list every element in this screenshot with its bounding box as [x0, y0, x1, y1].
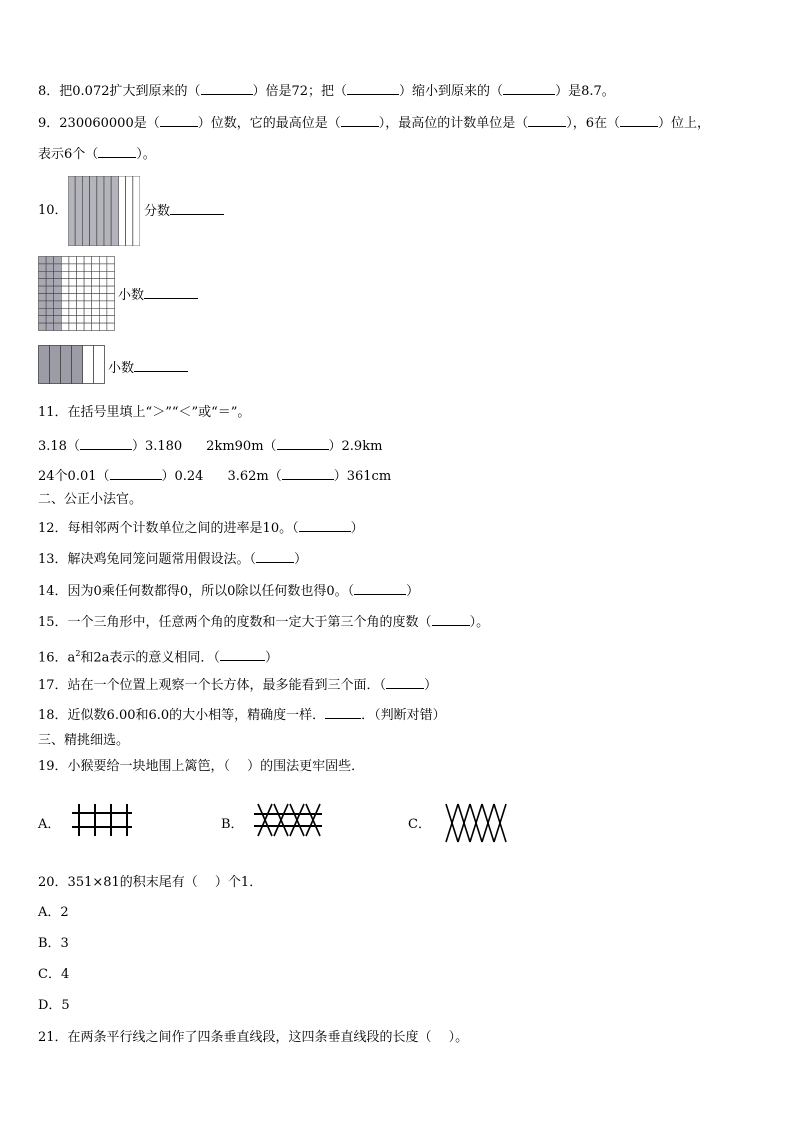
question-19: 19．小猴要给一块地围上篱笆，（ ）的围法更牢固些． [38, 759, 365, 774]
grid-cell [92, 294, 100, 301]
answer-blank[interactable] [528, 114, 566, 127]
grid-cell [54, 286, 62, 293]
answer-blank[interactable] [80, 437, 132, 450]
answer-blank[interactable] [220, 648, 265, 661]
fence-option-a-figure [72, 802, 132, 838]
question-17: 17．站在一个位置上观察一个长方体，最多能看到三个面．（ ） [38, 678, 438, 693]
grid-cell [54, 323, 62, 330]
hundred-grid-figure [38, 256, 116, 332]
grid-cell [61, 271, 69, 278]
grid-cell [84, 257, 92, 264]
grid-cell [77, 257, 85, 264]
grid-cell [39, 286, 47, 293]
grid-cell [61, 279, 69, 286]
option-a[interactable]: A．2 [38, 905, 69, 920]
grid-cell [99, 279, 107, 286]
grid-cell [84, 279, 92, 286]
grid-cell [77, 323, 85, 330]
answer-blank[interactable] [325, 706, 361, 719]
fence-option-c-figure [444, 802, 508, 844]
grid-cell [39, 308, 47, 315]
grid-cell [92, 323, 100, 330]
question-8: 8．把0.072扩大到原来的（ ）倍是72；把（ ）缩小到原来的（ ）是8.7。 [38, 84, 615, 99]
grid-cell [46, 264, 54, 271]
grid-cell [39, 264, 47, 271]
answer-blank[interactable] [432, 613, 470, 626]
section-2-heading: 二、公正小法官。 [38, 492, 143, 507]
grid-cell [84, 271, 92, 278]
grid-cell [92, 286, 100, 293]
grid-cell [77, 294, 85, 301]
grid-cell [107, 271, 115, 278]
answer-blank[interactable] [354, 582, 406, 595]
grid-cell [99, 316, 107, 323]
question-11: 11．在括号里填上“＞”“＜”或“＝”。 [38, 405, 251, 420]
answer-blank[interactable] [144, 286, 198, 299]
grid-cell [54, 279, 62, 286]
grid-cell [61, 316, 69, 323]
question-13: 13．解决鸡兔同笼问题常用假设法。（ ） [38, 552, 308, 567]
strip-cell [83, 346, 94, 384]
strip-cell [61, 346, 72, 384]
fraction-answer: 分数 [144, 202, 224, 221]
grid-cell [84, 316, 92, 323]
grid-cell [99, 308, 107, 315]
strip-cell [50, 346, 61, 384]
grid-cell [84, 294, 92, 301]
grid-cell [61, 286, 69, 293]
grid-cell [61, 257, 69, 264]
grid-cell [92, 308, 100, 315]
grid-cell [77, 316, 85, 323]
grid-cell [46, 301, 54, 308]
question-18: 18．近似数6.00和6.0的大小相等，精确度一样． ．（判断对错） [38, 708, 446, 723]
question-9: 9．230060000是（ ）位数，它的最高位是（ ），最高位的计数单位是（ ），6在（ ）位上， [38, 116, 711, 131]
grid-cell [69, 271, 77, 278]
grid-cell [92, 271, 100, 278]
answer-blank[interactable] [98, 145, 136, 158]
grid-cell [77, 271, 85, 278]
grid-cell [69, 323, 77, 330]
grid-cell [92, 301, 100, 308]
answer-blank[interactable] [503, 82, 555, 95]
grid-cell [69, 257, 77, 264]
grid-cell [107, 323, 115, 330]
grid-cell [77, 308, 85, 315]
strip-cell [133, 176, 140, 246]
grid-cell [99, 301, 107, 308]
grid-cell [69, 264, 77, 271]
question-14: 14．因为0乘任何数都得0，所以0除以任何数也得0。（ ） [38, 584, 420, 599]
question-9-continued: 表示6个（ ）。 [38, 147, 156, 162]
question-15: 15．一个三角形中，任意两个角的度数和一定大于第三个角的度数（ ）。 [38, 615, 490, 630]
grid-cell [46, 257, 54, 264]
grid-cell [61, 294, 69, 301]
answer-blank[interactable] [170, 202, 224, 215]
grid-cell [46, 308, 54, 315]
grid-cell [84, 286, 92, 293]
answer-blank[interactable] [341, 114, 379, 127]
grid-cell [39, 294, 47, 301]
answer-blank[interactable] [201, 82, 253, 95]
strip-cell [126, 176, 133, 246]
answer-blank[interactable] [277, 437, 329, 450]
grid-cell [99, 286, 107, 293]
question-11-row-1: 3.18（ ）3.180 2km90m（ ）2.9km [38, 439, 383, 454]
grid-cell [77, 286, 85, 293]
grid-cell [61, 323, 69, 330]
grid-cell [54, 257, 62, 264]
grid-cell [39, 279, 47, 286]
strip-cell [111, 176, 118, 246]
grid-cell [84, 323, 92, 330]
grid-cell [84, 264, 92, 271]
grid-cell [77, 301, 85, 308]
grid-cell [92, 316, 100, 323]
grid-cell [92, 279, 100, 286]
section-3-heading: 三、精挑细选。 [38, 733, 130, 748]
grid-cell [46, 286, 54, 293]
grid-cell [39, 271, 47, 278]
grid-cell [46, 294, 54, 301]
grid-cell [69, 308, 77, 315]
answer-blank[interactable] [110, 467, 162, 480]
fence-option-b-figure [254, 802, 322, 838]
grid-cell [99, 264, 107, 271]
grid-cell [99, 271, 107, 278]
grid-cell [99, 323, 107, 330]
option-c[interactable]: C． [408, 817, 431, 832]
grid-cell [107, 308, 115, 315]
grid-cell [69, 301, 77, 308]
answer-blank[interactable] [386, 676, 424, 689]
grid-cell [61, 301, 69, 308]
question-21: 21．在两条平行线之间作了四条垂直线段，这四条垂直线段的长度（ ）。 [38, 1030, 469, 1045]
grid-cell [84, 308, 92, 315]
option-b[interactable]: B．3 [38, 936, 69, 951]
grid-cell [39, 323, 47, 330]
answer-blank[interactable] [620, 114, 658, 127]
strip-cell [104, 176, 111, 246]
grid-cell [39, 316, 47, 323]
grid-cell [92, 264, 100, 271]
strip-cell [82, 176, 89, 246]
grid-cell [69, 316, 77, 323]
answer-blank[interactable] [256, 550, 294, 563]
grid-cell [46, 316, 54, 323]
option-a[interactable]: A． [38, 817, 61, 832]
option-c[interactable]: C．4 [38, 967, 70, 982]
grid-cell [69, 286, 77, 293]
grid-cell [107, 257, 115, 264]
decimal-answer-2: 小数 [108, 359, 188, 378]
grid-cell [77, 279, 85, 286]
option-d[interactable]: D．5 [38, 998, 70, 1013]
grid-cell [46, 279, 54, 286]
grid-cell [99, 294, 107, 301]
question-16: 16．$a^2$和2a表示的意义相同．（ ） [38, 649, 278, 666]
grid-cell [46, 323, 54, 330]
grid-cell [39, 301, 47, 308]
answer-blank[interactable] [134, 359, 188, 372]
grid-cell [54, 264, 62, 271]
strip-cell [72, 346, 83, 384]
strip-cell [94, 346, 105, 384]
answer-blank[interactable] [282, 467, 334, 480]
grid-cell [39, 257, 47, 264]
decimal-answer-1: 小数 [118, 286, 198, 305]
grid-cell [107, 279, 115, 286]
answer-blank[interactable] [347, 82, 399, 95]
grid-cell [54, 316, 62, 323]
grid-cell [99, 257, 107, 264]
strip-cell [118, 176, 125, 246]
strip-cell [75, 176, 82, 246]
grid-cell [61, 264, 69, 271]
strip-cell [90, 176, 97, 246]
answer-blank[interactable] [299, 519, 351, 532]
grid-cell [54, 308, 62, 315]
grid-cell [107, 264, 115, 271]
grid-cell [107, 294, 115, 301]
question-12: 12．每相邻两个计数单位之间的进率是10。（ ） [38, 521, 364, 536]
grid-cell [84, 301, 92, 308]
question-11-row-2: 24个0.01（ ）0.24 3.62m（ ）361cm [38, 469, 392, 484]
grid-cell [54, 271, 62, 278]
grid-cell [69, 294, 77, 301]
option-b[interactable]: B． [221, 817, 244, 832]
grid-cell [107, 301, 115, 308]
strip-cell [68, 176, 75, 246]
grid-cell [92, 257, 100, 264]
tenths-strip-figure [38, 345, 106, 385]
grid-cell [77, 264, 85, 271]
strip-cell [97, 176, 104, 246]
grid-cell [61, 308, 69, 315]
fraction-strip-figure [68, 176, 140, 246]
question-20: 20．351×81的积末尾有（ ）个1． [38, 875, 263, 890]
answer-blank[interactable] [160, 114, 198, 127]
grid-cell [54, 301, 62, 308]
grid-cell [46, 271, 54, 278]
strip-cell [39, 346, 50, 384]
grid-cell [69, 279, 77, 286]
grid-cell [107, 286, 115, 293]
grid-cell [54, 294, 62, 301]
grid-cell [107, 316, 115, 323]
question-10-number: 10． [38, 203, 68, 218]
